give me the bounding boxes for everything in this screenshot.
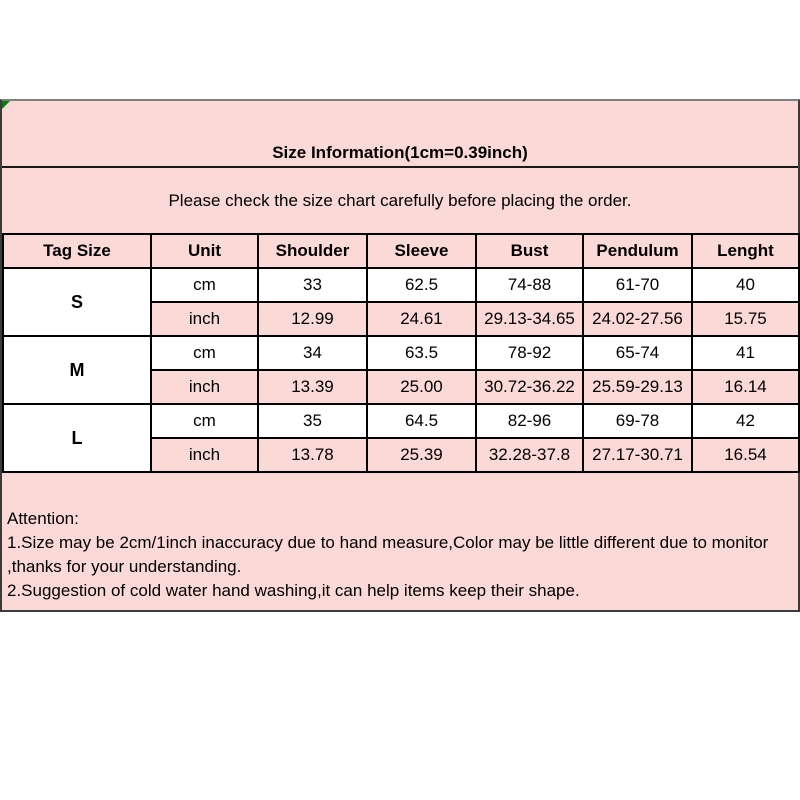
table-row-s-cm	[3, 268, 799, 302]
attention-line: ,thanks for your understanding.	[7, 557, 242, 576]
size-cell: 42	[692, 404, 799, 438]
size-cell: 12.99	[258, 302, 367, 336]
size-info-panel	[0, 99, 800, 612]
column-header-pendulum: Pendulum	[583, 234, 692, 268]
unit-cell: cm	[151, 268, 258, 302]
size-cell: 27.17-30.71	[583, 438, 692, 472]
size-cell: 34	[258, 336, 367, 370]
size-cell: 35	[258, 404, 367, 438]
size-cell: 33	[258, 268, 367, 302]
tag-size-l: L	[3, 404, 151, 472]
size-cell: 63.5	[367, 336, 476, 370]
size-cell: 69-78	[583, 404, 692, 438]
size-cell: 82-96	[476, 404, 583, 438]
header-row	[3, 234, 799, 268]
size-cell: 74-88	[476, 268, 583, 302]
size-cell: 64.5	[367, 404, 476, 438]
size-cell: 78-92	[476, 336, 583, 370]
column-header-unit: Unit	[151, 234, 258, 268]
column-header-sleeve: Sleeve	[367, 234, 476, 268]
size-cell: 25.00	[367, 370, 476, 404]
size-cell: 24.02-27.56	[583, 302, 692, 336]
column-header-lenght: Lenght	[692, 234, 799, 268]
tag-size-s: S	[3, 268, 151, 336]
unit-cell: cm	[151, 404, 258, 438]
size-cell: 29.13-34.65	[476, 302, 583, 336]
size-cell: 65-74	[583, 336, 692, 370]
size-table	[2, 233, 800, 473]
unit-cell: inch	[151, 370, 258, 404]
size-cell: 62.5	[367, 268, 476, 302]
size-cell: 13.39	[258, 370, 367, 404]
tag-size-m: M	[3, 336, 151, 404]
panel-subtitle: Please check the size chart carefully before placing the order.	[168, 190, 632, 210]
size-cell: 40	[692, 268, 799, 302]
size-cell: 16.54	[692, 438, 799, 472]
unit-cell: inch	[151, 438, 258, 472]
size-cell: 24.61	[367, 302, 476, 336]
table-row-m-cm	[3, 336, 799, 370]
panel-title: Size Information(1cm=0.39inch)	[272, 143, 528, 162]
column-header-shoulder: Shoulder	[258, 234, 367, 268]
column-header-bust: Bust	[476, 234, 583, 268]
attention-line: 2.Suggestion of cold water hand washing,it can help items keep their shape.	[7, 581, 580, 600]
unit-cell: cm	[151, 336, 258, 370]
attention-note	[2, 473, 798, 610]
size-cell: 30.72-36.22	[476, 370, 583, 404]
size-cell: 25.39	[367, 438, 476, 472]
size-cell: 16.14	[692, 370, 799, 404]
size-cell: 15.75	[692, 302, 799, 336]
panel-subtitle-row	[2, 168, 798, 233]
size-cell: 32.28-37.8	[476, 438, 583, 472]
size-cell: 41	[692, 336, 799, 370]
size-cell: 25.59-29.13	[583, 370, 692, 404]
panel-title-row	[2, 101, 798, 168]
unit-cell: inch	[151, 302, 258, 336]
attention-line: 1.Size may be 2cm/1inch inaccuracy due to hand measure,Color may be little different due to monitor	[7, 533, 769, 552]
attention-line: Attention:	[7, 509, 79, 528]
size-cell: 61-70	[583, 268, 692, 302]
table-row-l-cm	[3, 404, 799, 438]
column-header-tag-size: Tag Size	[3, 234, 151, 268]
size-cell: 13.78	[258, 438, 367, 472]
